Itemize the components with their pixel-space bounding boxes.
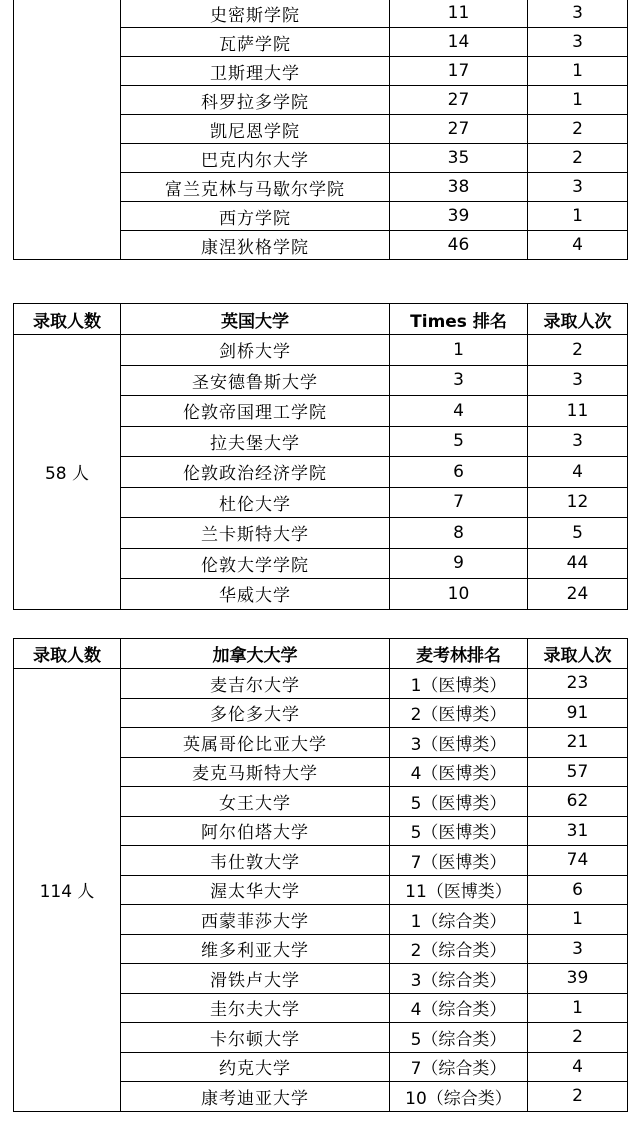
admission-count: 21 bbox=[528, 728, 628, 758]
university-rank: 6 bbox=[390, 457, 528, 488]
university-rank: 7 bbox=[390, 487, 528, 518]
university-rank: 46 bbox=[390, 231, 528, 260]
admission-count: 1 bbox=[528, 905, 628, 935]
admission-count: 3 bbox=[528, 365, 628, 396]
admission-count: 2 bbox=[528, 1023, 628, 1053]
table-header-row bbox=[14, 304, 628, 335]
university-rank: 3（医博类） bbox=[390, 728, 528, 758]
admission-count: 2 bbox=[528, 335, 628, 366]
university-rank: 17 bbox=[390, 57, 528, 86]
admission-count: 2 bbox=[528, 1082, 628, 1112]
university-name: 科罗拉多学院 bbox=[121, 86, 390, 115]
university-rank: 1 bbox=[390, 335, 528, 366]
admission-count: 62 bbox=[528, 787, 628, 817]
university-rank: 10 bbox=[390, 579, 528, 610]
admission-count: 3 bbox=[528, 0, 628, 28]
university-rank: 27 bbox=[390, 115, 528, 144]
university-name: 富兰克林与马歇尔学院 bbox=[121, 173, 390, 202]
university-rank: 35 bbox=[390, 144, 528, 173]
university-name: 渥太华大学 bbox=[121, 875, 390, 905]
admission-count: 11 bbox=[528, 396, 628, 427]
university-rank: 7（综合类） bbox=[390, 1052, 528, 1082]
university-name: 卡尔顿大学 bbox=[121, 1023, 390, 1053]
university-rank: 1（医博类） bbox=[390, 669, 528, 699]
university-rank: 2（医博类） bbox=[390, 698, 528, 728]
university-rank: 38 bbox=[390, 173, 528, 202]
university-name: 杜伦大学 bbox=[121, 487, 390, 518]
university-name: 圭尔夫大学 bbox=[121, 993, 390, 1023]
admission-count: 2 bbox=[528, 144, 628, 173]
table-row bbox=[14, 335, 628, 366]
header-admission-total: 录取人数 bbox=[14, 639, 121, 669]
university-rank: 14 bbox=[390, 28, 528, 57]
admission-count: 3 bbox=[528, 934, 628, 964]
admission-count: 39 bbox=[528, 964, 628, 994]
university-rank: 3 bbox=[390, 365, 528, 396]
header-university: 英国大学 bbox=[121, 304, 390, 335]
university-name: 剑桥大学 bbox=[121, 335, 390, 366]
university-name: 维多利亚大学 bbox=[121, 934, 390, 964]
university-rank: 2（综合类） bbox=[390, 934, 528, 964]
university-rank: 8 bbox=[390, 518, 528, 549]
admission-total-cell: 58 人 bbox=[14, 335, 121, 610]
admission-count: 1 bbox=[528, 993, 628, 1023]
university-name: 麦吉尔大学 bbox=[121, 669, 390, 699]
university-rank: 5 bbox=[390, 426, 528, 457]
header-rank: Times 排名 bbox=[390, 304, 528, 335]
university-name: 约克大学 bbox=[121, 1052, 390, 1082]
admission-count: 3 bbox=[528, 173, 628, 202]
university-name: 女王大学 bbox=[121, 787, 390, 817]
university-name: 伦敦政治经济学院 bbox=[121, 457, 390, 488]
header-rank: 麦考林排名 bbox=[390, 639, 528, 669]
university-rank: 1（综合类） bbox=[390, 905, 528, 935]
university-name: 康考迪亚大学 bbox=[121, 1082, 390, 1112]
table-row bbox=[14, 0, 628, 28]
admission-count: 3 bbox=[528, 426, 628, 457]
header-admission-count: 录取人次 bbox=[528, 304, 628, 335]
admission-count: 23 bbox=[528, 669, 628, 699]
university-name: 伦敦大学学院 bbox=[121, 548, 390, 579]
admission-count: 4 bbox=[528, 1052, 628, 1082]
university-rank: 10（综合类） bbox=[390, 1082, 528, 1112]
header-admission-total: 录取人数 bbox=[14, 304, 121, 335]
table-header-row bbox=[14, 639, 628, 669]
university-rank: 11 bbox=[390, 0, 528, 28]
university-rank: 4（医博类） bbox=[390, 757, 528, 787]
university-rank: 4 bbox=[390, 396, 528, 427]
admission-count: 6 bbox=[528, 875, 628, 905]
admission-total-cell: 114 人 bbox=[14, 669, 121, 1112]
admission-count: 91 bbox=[528, 698, 628, 728]
university-name: 卫斯理大学 bbox=[121, 57, 390, 86]
us-universities-table bbox=[13, 0, 628, 260]
university-rank: 7（医博类） bbox=[390, 846, 528, 876]
admission-count: 1 bbox=[528, 57, 628, 86]
university-name: 史密斯学院 bbox=[121, 0, 390, 28]
university-name: 麦克马斯特大学 bbox=[121, 757, 390, 787]
university-name: 西方学院 bbox=[121, 202, 390, 231]
university-name: 滑铁卢大学 bbox=[121, 964, 390, 994]
university-rank: 9 bbox=[390, 548, 528, 579]
admission-total-cell bbox=[14, 0, 121, 260]
admission-count: 57 bbox=[528, 757, 628, 787]
admission-count: 31 bbox=[528, 816, 628, 846]
university-rank: 5（医博类） bbox=[390, 816, 528, 846]
admission-count: 74 bbox=[528, 846, 628, 876]
university-name: 阿尔伯塔大学 bbox=[121, 816, 390, 846]
university-name: 瓦萨学院 bbox=[121, 28, 390, 57]
header-university: 加拿大大学 bbox=[121, 639, 390, 669]
university-name: 兰卡斯特大学 bbox=[121, 518, 390, 549]
university-rank: 27 bbox=[390, 86, 528, 115]
university-name: 英属哥伦比亚大学 bbox=[121, 728, 390, 758]
uk-universities-table bbox=[13, 303, 628, 610]
admission-count: 12 bbox=[528, 487, 628, 518]
university-name: 伦敦帝国理工学院 bbox=[121, 396, 390, 427]
university-rank: 5（医博类） bbox=[390, 787, 528, 817]
university-name: 华威大学 bbox=[121, 579, 390, 610]
university-name: 多伦多大学 bbox=[121, 698, 390, 728]
admission-count: 2 bbox=[528, 115, 628, 144]
university-name: 西蒙菲莎大学 bbox=[121, 905, 390, 935]
admission-count: 1 bbox=[528, 86, 628, 115]
admission-count: 44 bbox=[528, 548, 628, 579]
header-admission-count: 录取人次 bbox=[528, 639, 628, 669]
university-name: 巴克内尔大学 bbox=[121, 144, 390, 173]
university-rank: 11（医博类） bbox=[390, 875, 528, 905]
canada-universities-table bbox=[13, 638, 628, 1112]
university-name: 圣安德鲁斯大学 bbox=[121, 365, 390, 396]
admission-count: 24 bbox=[528, 579, 628, 610]
admission-count: 4 bbox=[528, 457, 628, 488]
admission-count: 5 bbox=[528, 518, 628, 549]
university-name: 韦仕敦大学 bbox=[121, 846, 390, 876]
admission-count: 4 bbox=[528, 231, 628, 260]
university-rank: 3（综合类） bbox=[390, 964, 528, 994]
admission-count: 1 bbox=[528, 202, 628, 231]
table-row bbox=[14, 669, 628, 699]
university-rank: 39 bbox=[390, 202, 528, 231]
university-rank: 5（综合类） bbox=[390, 1023, 528, 1053]
university-name: 凯尼恩学院 bbox=[121, 115, 390, 144]
university-name: 拉夫堡大学 bbox=[121, 426, 390, 457]
admission-count: 3 bbox=[528, 28, 628, 57]
university-name: 康涅狄格学院 bbox=[121, 231, 390, 260]
university-rank: 4（综合类） bbox=[390, 993, 528, 1023]
